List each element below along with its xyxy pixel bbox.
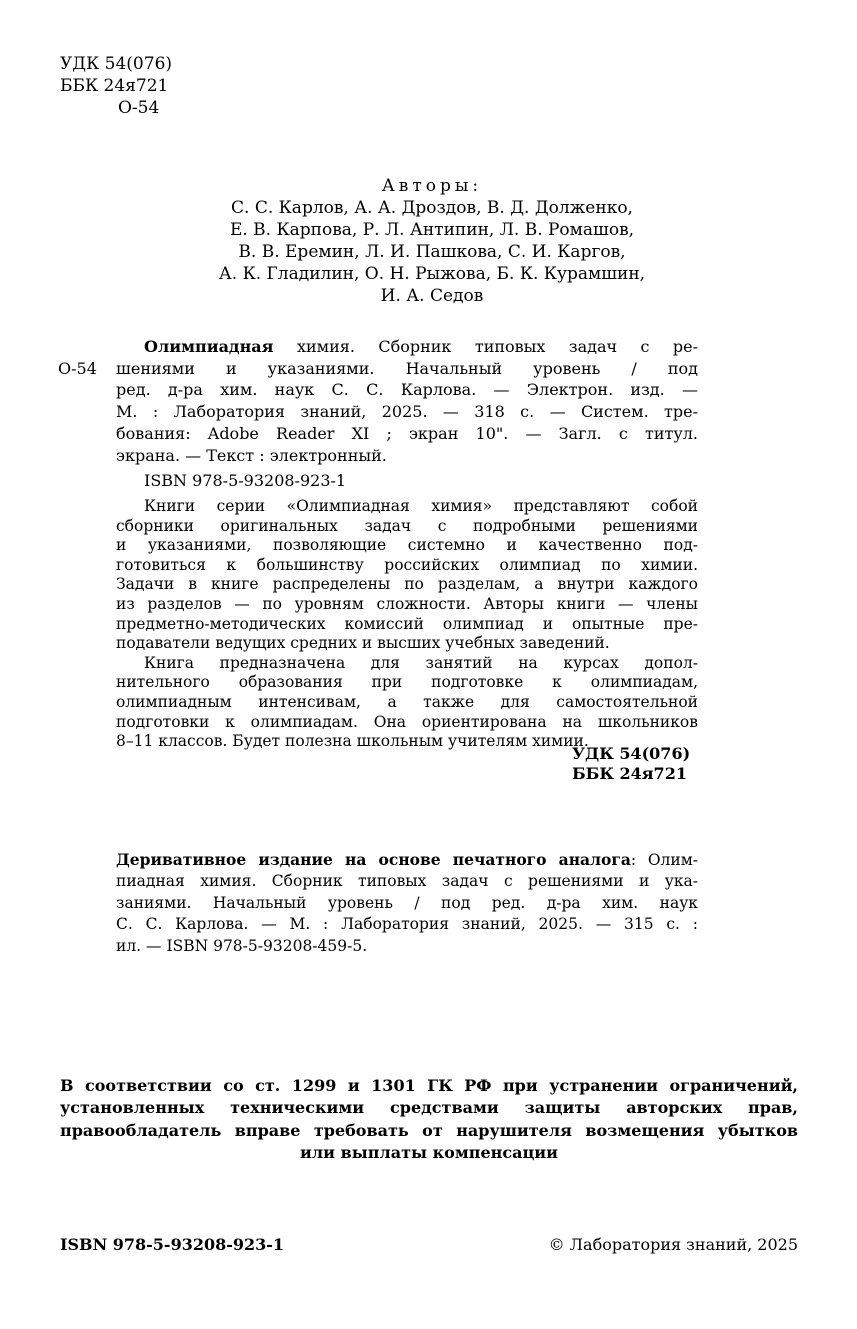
derivative-line xyxy=(116,849,698,871)
copyright-line: установленных техническими средствами защиты авторских прав, xyxy=(60,1098,798,1118)
copyright-notice xyxy=(60,1075,798,1164)
authors-line: А. К. Гладилин, О. Н. Рыжова, Б. К. Курамшин, xyxy=(218,264,646,284)
derivative-line: пиадная химия. Сборник типовых задач с решениями и ука- xyxy=(116,872,698,891)
authors-line: В. В. Еремин, Л. И. Пашкова, С. И. Каргов, xyxy=(238,242,626,262)
derivative-line: С. С. Карлова. — М. : Лаборатория знаний, 2025. — 315 с. : xyxy=(116,915,698,934)
copyright-line: или выплаты компенсации xyxy=(299,1142,558,1162)
derivative-line: заниями. Начальный уровень / под ред. д-ра хим. наук xyxy=(116,893,698,912)
derivative-lead-rest: : Олим- xyxy=(630,851,698,869)
annotation-line: 8–11 классов. Будет полезна школьным учителям химии. xyxy=(116,732,589,751)
footer-publisher-year: Лаборатория знаний, 2025 xyxy=(569,1235,798,1254)
annotation-classification xyxy=(572,744,690,784)
biblio-code: О-54 xyxy=(58,359,97,378)
biblio-line xyxy=(116,336,698,358)
authors-line: С. С. Карлов, А. А. Дроздов, В. Д. Долженко, xyxy=(231,198,633,218)
biblio-line: М. : Лаборатория знаний, 2025. — 318 с. — Систем. тре- xyxy=(116,402,698,422)
annotation-line: Книги серии «Олимпиадная химия» представляют собой xyxy=(144,497,698,515)
annotation-line: олимпиадным интенсивам, а также для самостоятельной xyxy=(116,692,698,711)
annotation-bbk: ББК 24я721 xyxy=(572,764,687,783)
annotation-line: нительного образования при подготовке к олимпиадам, xyxy=(116,673,698,692)
bbk-code: ББК 24я721 xyxy=(60,76,169,96)
biblio-title-bold: Олимпиадная xyxy=(144,337,274,356)
annotation-line: и указаниями, позволяющие системно и качественно под- xyxy=(116,536,698,555)
biblio-isbn: ISBN 978-5-93208-923-1 xyxy=(144,471,347,490)
footer-isbn: ISBN 978-5-93208-923-1 xyxy=(60,1235,285,1254)
annotation-line: готовиться к большинству российских олимпиад по химии. xyxy=(116,555,698,574)
copyright-line: В соответствии со ст. 1299 и 1301 ГК РФ при устранении ограничений, xyxy=(60,1076,798,1095)
derivative-note xyxy=(116,849,698,957)
annotation-line: сборники оригинальных задач с подробными решениями xyxy=(116,516,698,535)
annotation-line: Книга предназначена для занятий на курсах допол- xyxy=(144,653,698,672)
biblio-description xyxy=(116,336,698,466)
copyright-line: правообладатель вправе требовать от нарушителя возмещения убытков xyxy=(60,1120,798,1140)
authors-line: И. А. Седов xyxy=(380,286,484,306)
derivative-lead-bold: Деривативное издание на основе печатного аналога xyxy=(116,850,631,869)
annotation-line: Задачи в книге распределены по разделам, а внутри каждого xyxy=(116,575,698,594)
annotation-line: подаватели ведущих средних и высших учебных заведений. xyxy=(116,634,610,653)
author-mark: О-54 xyxy=(118,98,160,118)
annotation-udk: УДК 54(076) xyxy=(572,744,691,763)
annotation-line: подготовки к олимпиадам. Она ориентирована на школьников xyxy=(116,712,698,731)
biblio-line-rest: химия. Сборник типовых задач с ре- xyxy=(296,337,699,356)
biblio-line: ред. д-ра хим. наук С. С. Карлова. — Электрон. изд. — xyxy=(116,380,698,400)
biblio-line: бования: Adobe Reader XI ; экран 10". — Загл. с титул. xyxy=(116,423,698,443)
authors-line: Е. В. Карпова, Р. Л. Антипин, Л. В. Ромашов, xyxy=(229,220,635,240)
derivative-line: ил. — ISBN 978-5-93208-459-5. xyxy=(116,936,368,955)
udk-code: УДК 54(076) xyxy=(60,54,173,74)
authors-block xyxy=(60,175,804,307)
udk-header xyxy=(60,53,172,119)
annotation-line: из разделов — по уровням сложности. Авторы книги — члены xyxy=(116,594,698,613)
biblio-line: шениями и указаниями. Начальный уровень / под xyxy=(116,358,698,378)
footer-copyright xyxy=(549,1234,798,1255)
authors-label: Авторы: xyxy=(381,176,483,196)
annotation-line: предметно-методических комиссий олимпиад и опытные пре- xyxy=(116,614,698,633)
annotation xyxy=(116,497,698,752)
copyright-symbol-icon: © xyxy=(548,1235,565,1254)
biblio-line: экрана. — Текст : электронный. xyxy=(116,445,387,465)
